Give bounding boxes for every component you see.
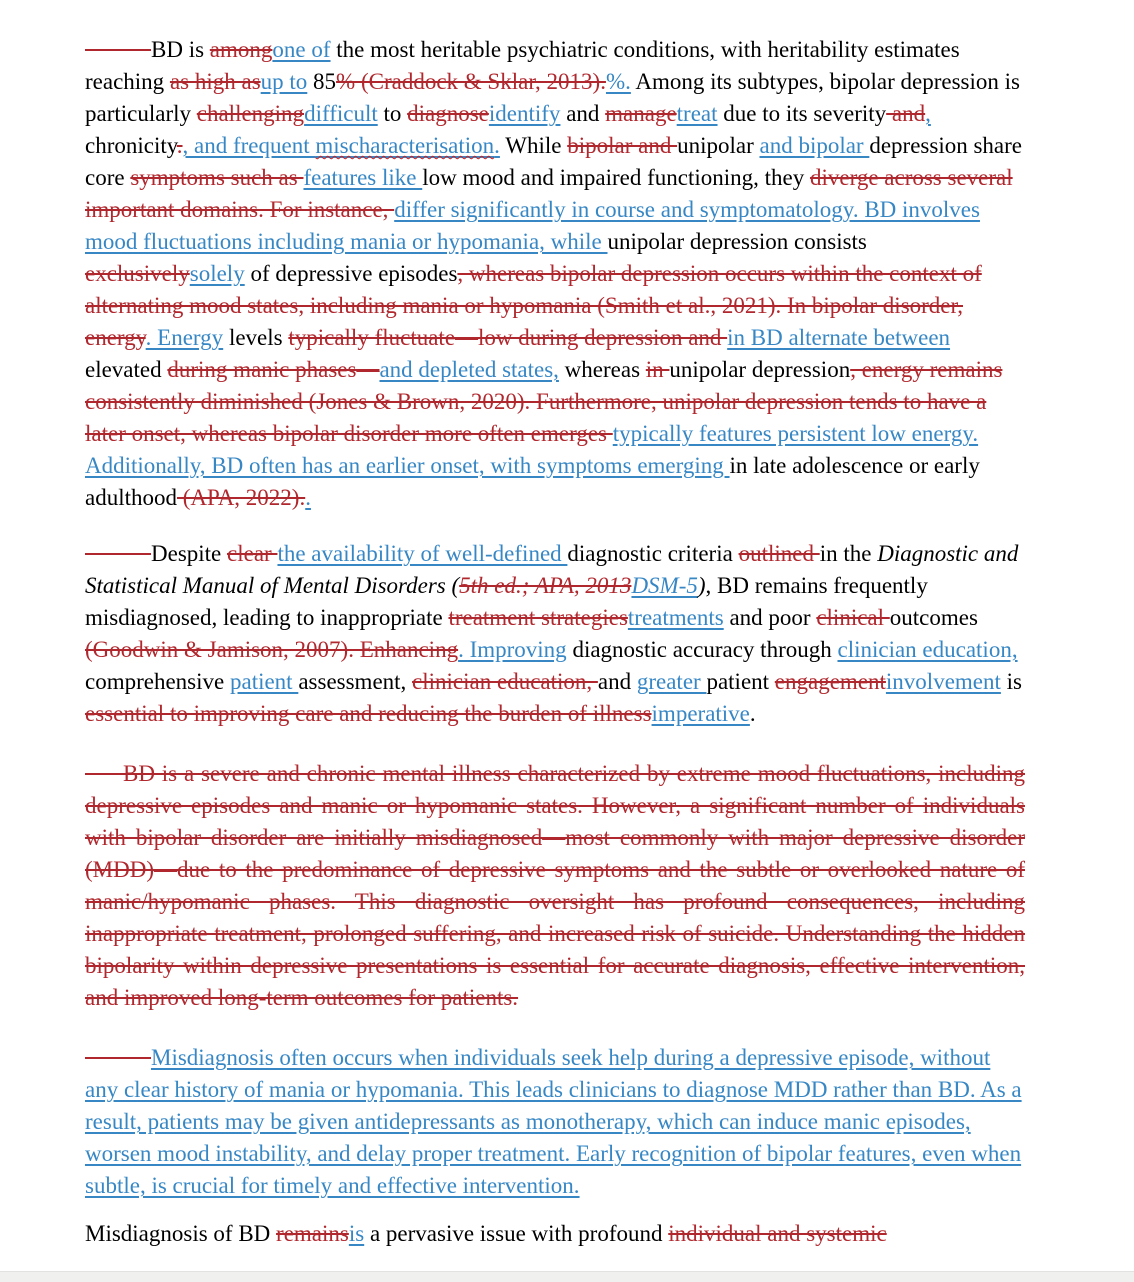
deleted-text-run[interactable]: clear [227,541,278,566]
deleted-text-run[interactable]: during manic phases— [167,357,380,382]
unchanged-text-run: and [560,101,606,126]
deleted-text-run[interactable]: . [176,133,183,158]
inserted-text-run[interactable]: imperative [651,701,750,726]
unchanged-text-run: Diagnostic and Statistical Manual of Mental Disorders ( [85,541,1019,598]
paragraph-3 [85,758,1025,1014]
unchanged-text-run: assessment, [298,669,413,694]
inserted-text-run[interactable]: features like [303,165,423,190]
unchanged-text-run: low mood and impaired functioning, they [422,165,810,190]
deleted-text-run[interactable]: as high as [169,69,261,94]
deleted-text-run[interactable]: % (Craddock & Sklar, 2013). [336,69,606,94]
deleted-text-run[interactable]: 5th ed.; APA, 2013 [459,573,632,598]
unchanged-text-run: unipolar depression [669,357,851,382]
unchanged-text-run: and [597,669,637,694]
unchanged-text-run: of depressive episodes [244,261,458,286]
inserted-text-run[interactable]: . [494,133,500,158]
deleted-text-run[interactable]: , whereas bipolar depression occurs within the context of alternating mood states, including mania or hypomania (Smith et al., 2021). In bipolar disorder, energy [85,261,982,350]
inserted-text-run[interactable]: one of [272,37,331,62]
deleted-tab-mark[interactable] [85,1057,151,1059]
unchanged-text-run: elevated [85,357,168,382]
deleted-text-run[interactable]: BD is a severe and chronic mental illness characterized by extreme mood fluctuations, including depressive episodes and manic or hypomanic states. However, a significant number of individuals with bipolar disorder are initially misdiagnosed—most commonly with major depressive disorder (MDD)—due to the predominance of depressive symptoms and the subtle or overlooked nature of manic/hypomanic phases. This diagnostic oversight has profound consequences, including inappropriate treatment, prolonged suffering, and increased risk of suicide. Understanding the hidden bipolarity within depressive presentations is essential for accurate diagnosis, effective intervention, and improved long-term outcomes for patients. [85,761,1025,1010]
inserted-text-run[interactable]: is [348,1221,365,1246]
unchanged-text-run: , BD remains frequently misdiagnosed, leading to inappropriate [85,573,928,630]
deleted-text-run[interactable]: clinician education, [412,669,598,694]
unchanged-text-run: 85 [307,69,337,94]
inserted-text-run[interactable]: greater [636,669,707,694]
inserted-text-run[interactable]: Misdiagnosis often occurs when individuals seek help during a depressive episode, without any clear history of mania or hypomania. This leads clinicians to diagnose MDD rather than BD. As a result, patients may be given antidepressants as monotherapy, which can induce manic episodes, worsen mood instability, and delay proper treatment. Early recognition of bipolar features, even when subtle, is crucial for timely and effective intervention. [85,1045,1022,1198]
deleted-tab-mark[interactable] [85,49,151,51]
unchanged-text-run: comprehensive [85,669,230,694]
inserted-text-run[interactable]: treatments [627,605,724,630]
unchanged-text-run: in the [819,541,878,566]
deleted-text-run[interactable]: in [645,357,670,382]
inserted-text-run[interactable]: , [925,101,931,126]
deleted-text-run[interactable]: exclusively [85,261,190,286]
unchanged-text-run: BD is [151,37,210,62]
inserted-text-run[interactable]: clinician education, [837,637,1018,662]
paragraph-5 [85,1218,1025,1250]
unchanged-text-run: Despite [151,541,228,566]
deleted-tab-mark[interactable] [85,773,123,775]
spellcheck-squiggle-word[interactable]: mischaracterisation [315,133,495,158]
inserted-text-run[interactable]: . Improving [458,637,567,662]
unchanged-text-run: to [377,101,408,126]
deleted-text-run[interactable]: outlined [738,541,820,566]
inserted-text-run[interactable]: . [305,485,311,510]
deleted-text-run[interactable]: treatment strategies [448,605,628,630]
unchanged-text-run: patient [706,669,775,694]
deleted-text-run[interactable]: (APA, 2022). [177,485,306,510]
unchanged-text-run: whereas [558,357,646,382]
unchanged-text-run: in late adolescence or early adulthood [85,453,980,510]
deleted-text-run[interactable]: and [886,101,926,126]
unchanged-text-run: . [749,701,756,726]
deleted-text-run[interactable]: diverge across several important domains. For instance, [85,165,1013,222]
deleted-text-run[interactable]: essential to improving care and reducing the burden of illness [85,701,652,726]
deleted-text-run[interactable]: clinical [816,605,890,630]
inserted-text-run[interactable]: involvement [885,669,1001,694]
inserted-text-run[interactable]: in BD alternate between [727,325,951,350]
paragraph-1 [85,34,1025,514]
deleted-text-run[interactable]: challenging [196,101,305,126]
inserted-text-run[interactable]: , and frequent [182,133,316,158]
deleted-text-run[interactable]: , energy remains consistently diminished (Jones & Brown, 2020). Furthermore, unipolar depression tends to have a later onset, whereas bipolar disorder more often emerges [85,357,1003,446]
inserted-text-run[interactable]: and bipolar [759,133,870,158]
deleted-text-run[interactable]: (Goodwin & Jamison, 2007). Enhancing [85,637,459,662]
inserted-text-run[interactable]: treat [676,101,718,126]
deleted-text-run[interactable]: bipolar and [567,133,678,158]
unchanged-text-run: ) [697,573,706,598]
document-page[interactable] [85,34,1025,1274]
deleted-tab-mark[interactable] [85,553,151,555]
deleted-text-run[interactable]: diagnose [407,101,489,126]
unchanged-text-run: unipolar depression consists [607,229,867,254]
inserted-text-run[interactable]: differ significantly in course and symptomatology. BD involves mood fluctuations including mania or hypomania, while [85,197,980,254]
inserted-text-run[interactable]: patient [229,669,299,694]
inserted-text-run[interactable]: identify [488,101,561,126]
unchanged-text-run: Among its subtypes, bipolar depression is particularly [85,69,1020,126]
deleted-text-run[interactable]: remains [276,1221,349,1246]
unchanged-text-run: is [1000,669,1022,694]
unchanged-text-run: and poor [723,605,817,630]
window-bottom-bar [0,1271,1134,1282]
deleted-text-run[interactable]: among [209,37,273,62]
inserted-text-run[interactable]: . Energy [145,325,224,350]
unchanged-text-run: chronicity [85,133,177,158]
deleted-text-run[interactable]: engagement [774,669,886,694]
unchanged-text-run: levels [223,325,289,350]
unchanged-text-run: diagnostic criteria [567,541,739,566]
inserted-text-run[interactable]: difficult [304,101,378,126]
paragraph-4 [85,1042,1025,1202]
unchanged-text-run: diagnostic accuracy through [566,637,838,662]
unchanged-text-run: due to its severity [717,101,887,126]
inserted-text-run[interactable]: typically features persistent low energy. Additionally, BD often has an earlier onset, with symptoms emerging [85,421,979,478]
inserted-text-run[interactable]: and depleted states, [379,357,559,382]
unchanged-text-run: the most heritable psychiatric conditions, with heritability estimates reaching [85,37,960,94]
inserted-text-run[interactable] [315,133,494,158]
deleted-text-run[interactable]: symptoms such as [130,165,304,190]
unchanged-text-run: a pervasive issue with profound [364,1221,669,1246]
unchanged-text-run: Misdiagnosis of BD [85,1221,277,1246]
inserted-text-run[interactable]: solely [189,261,245,286]
paragraph-2 [85,538,1025,730]
inserted-text-run[interactable]: DSM-5 [631,573,698,598]
unchanged-text-run: unipolar [677,133,760,158]
inserted-text-run[interactable]: up to [260,69,308,94]
inserted-text-run[interactable]: the availability of well-defined [277,541,568,566]
deleted-text-run[interactable]: individual and systemic [668,1221,887,1246]
unchanged-text-run: outcomes [889,605,978,630]
unchanged-text-run: depression share core [85,133,1022,190]
deleted-text-run[interactable]: manage [605,101,677,126]
deleted-text-run[interactable]: typically fluctuate—low during depression and [288,325,728,350]
inserted-text-run[interactable]: %. [605,69,631,94]
unchanged-text-run: While [499,133,568,158]
